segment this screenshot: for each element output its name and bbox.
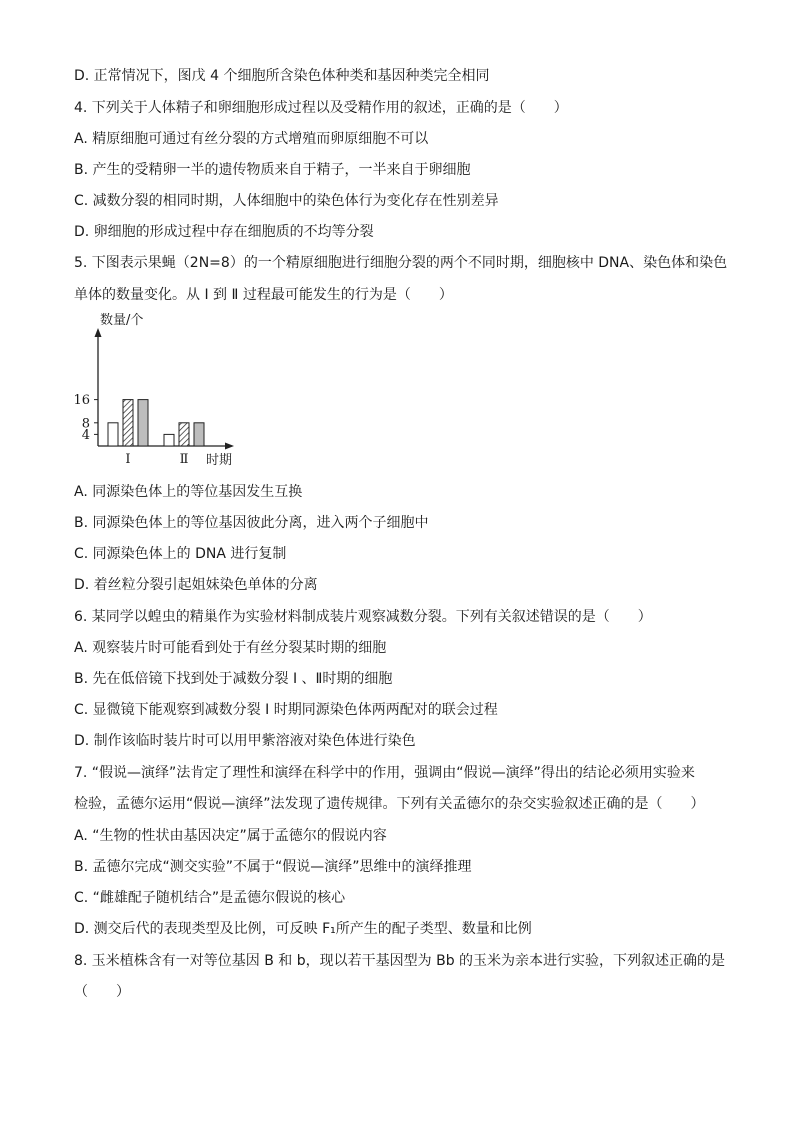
q4-option-b: B. 产生的受精卵一半的遗传物质来自于精子，一半来自于卵细胞 bbox=[74, 162, 471, 178]
q7-stem-line-2: 检验，孟德尔运用“假说—演绎”法发现了遗传规律。下列有关孟德尔的杂交实验叙述正确的是（ ） bbox=[74, 796, 705, 812]
x-tick-label-2: Ⅱ bbox=[179, 452, 189, 467]
q5-stem-line-2: 单体的数量变化。从 Ⅰ 到 Ⅱ 过程最可能发生的行为是（ ） bbox=[74, 287, 453, 303]
q4-option-d: D. 卵细胞的形成过程中存在细胞质的不均等分裂 bbox=[74, 224, 374, 240]
y-axis-arrow bbox=[95, 328, 102, 337]
q5-option-d: D. 着丝粒分裂引起姐妹染色单体的分离 bbox=[74, 577, 318, 593]
q3-option-d: D. 正常情况下，图戊 4 个细胞所含染色体种类和基因种类完全相同 bbox=[74, 68, 490, 84]
q5-option-b: B. 同源染色体上的等位基因彼此分离，进入两个子细胞中 bbox=[74, 515, 429, 531]
x-tick-label-1: Ⅰ bbox=[125, 452, 131, 467]
bar-1-white bbox=[108, 423, 118, 446]
x-axis-arrow bbox=[225, 443, 234, 450]
y-tick-label-4: 4 bbox=[81, 427, 90, 443]
y-axis-label: 数量/个 bbox=[100, 313, 144, 328]
y-tick-label-8: 8 bbox=[81, 416, 90, 432]
x-axis-label: 时期 bbox=[206, 453, 233, 468]
q7-option-c: C. “雌雄配子随机结合”是孟德尔假说的核心 bbox=[74, 890, 346, 906]
q7-option-d: D. 测交后代的表现类型及比例，可反映 F₁所产生的配子类型、数量和比例 bbox=[74, 921, 532, 937]
y-tick-label-16: 16 bbox=[73, 393, 90, 409]
q5-stem-line-1: 5. 下图表示果蝇（2N=8）的一个精原细胞进行细胞分裂的两个不同时期，细胞核中 DNA、染色体和染色 bbox=[74, 255, 728, 271]
q6-option-c: C. 显微镜下能观察到减数分裂 Ⅰ 时期同源染色体两两配对的联会过程 bbox=[74, 702, 498, 718]
q6-stem: 6. 某同学以蝗虫的精巢作为实验材料制成装片观察减数分裂。下列有关叙述错误的是（ ） bbox=[74, 609, 652, 625]
q8-stem-line-1: 8. 玉米植株含有一对等位基因 B 和 b，现以若干基因型为 Bb 的玉米为亲本进行实验，下列叙述正确的是 bbox=[74, 953, 726, 969]
bar-chart bbox=[60, 312, 250, 472]
bar-2-hatched bbox=[179, 423, 189, 446]
q7-option-b: B. 孟德尔完成“测交实验”不属于“假说—演绎”思维中的演绎推理 bbox=[74, 859, 472, 875]
bar-1-gray bbox=[138, 400, 148, 446]
q6-option-a: A. 观察装片时可能看到处于有丝分裂某时期的细胞 bbox=[74, 640, 387, 656]
q7-stem-line-1: 7. “假说—演绎”法肯定了理性和演绎在科学中的作用，强调由“假说—演绎”得出的结论必须用实验来 bbox=[74, 765, 695, 781]
bar-1-hatched bbox=[123, 400, 133, 446]
q4-option-c: C. 减数分裂的相同时期，人体细胞中的染色体行为变化存在性别差异 bbox=[74, 193, 499, 209]
q6-option-d: D. 制作该临时装片时可以用甲紫溶液对染色体进行染色 bbox=[74, 733, 416, 749]
q8-stem-line-2: （ ） bbox=[74, 984, 130, 1000]
bar-2-gray bbox=[194, 423, 204, 446]
q5-option-a: A. 同源染色体上的等位基因发生互换 bbox=[74, 484, 303, 500]
q4-option-a: A. 精原细胞可通过有丝分裂的方式增殖而卵原细胞不可以 bbox=[74, 131, 429, 147]
bar-2-white bbox=[164, 434, 174, 446]
q6-option-b: B. 先在低倍镜下找到处于减数分裂 Ⅰ 、Ⅱ时期的细胞 bbox=[74, 671, 393, 687]
q5-option-c: C. 同源染色体上的 DNA 进行复制 bbox=[74, 546, 287, 562]
q4-stem: 4. 下列关于人体精子和卵细胞形成过程以及受精作用的叙述，正确的是（ ） bbox=[74, 100, 568, 116]
q7-option-a: A. “生物的性状由基因决定”属于孟德尔的假说内容 bbox=[74, 828, 387, 844]
